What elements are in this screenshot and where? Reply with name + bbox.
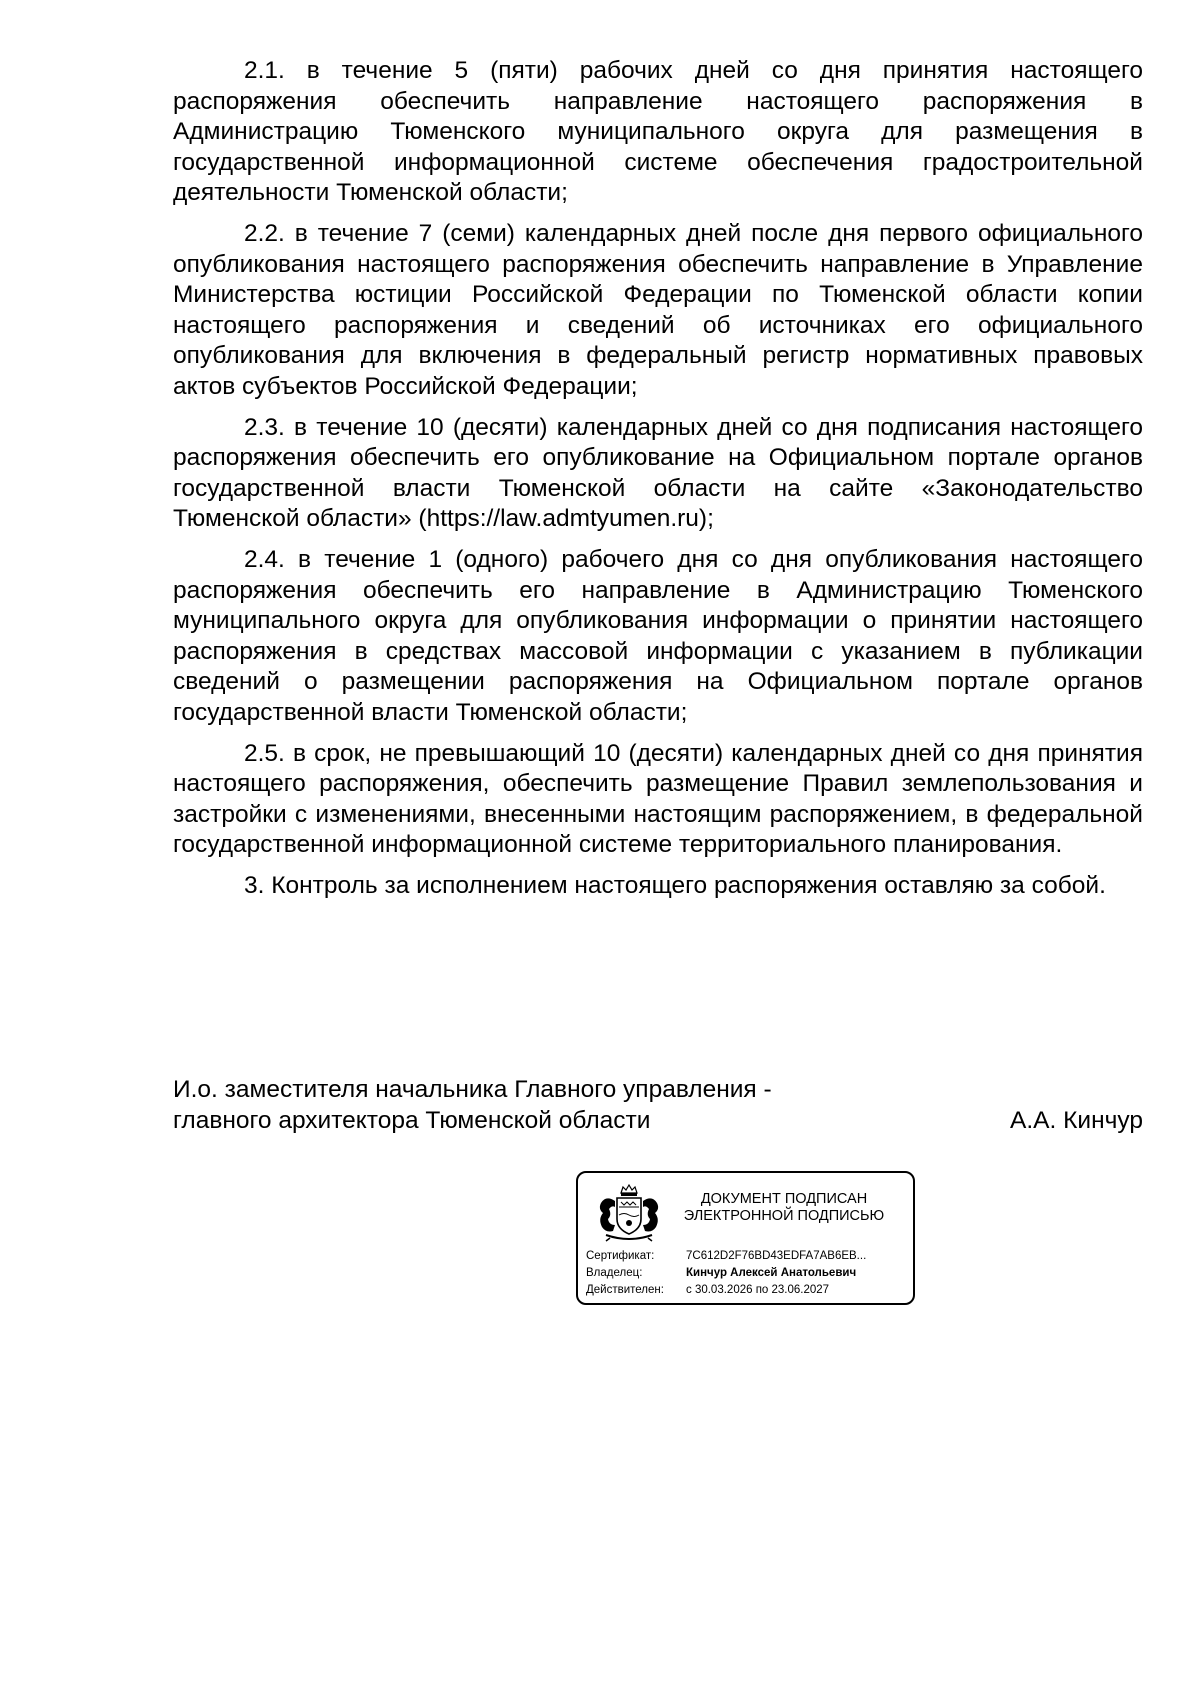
signatory-position-line2: главного архитектора Тюменской области [173, 1107, 651, 1134]
validity-label: Действителен: [586, 1284, 664, 1296]
certificate-value: 7C612D2F76BD43EDFA7AB6EB... [686, 1250, 867, 1262]
tyumen-coat-of-arms-icon [588, 1181, 670, 1245]
paragraph-2-1: 2.1. в течение 5 (пяти) рабочих дней со дня принятия настоящего распоряжения обеспечить направление настоящего распоряжения в Администрацию Тюменского муниципального округа для размещения в государственной информационной системе обеспечения градостроительной деятельности Тюменской области; [173, 57, 1143, 206]
document-body [173, 56, 1143, 912]
paragraph-2-2: 2.2. в течение 7 (семи) календарных дней после дня первого официального опубликования настоящего распоряжения обеспечить направление в Управление Министерства юстиции Российской Федерации по Тюменской области копии настоящего распоряжения и сведений об источниках его официального опубликования для включения в федеральный регистр нормативных правовых актов субъектов Российской Федерации; [173, 220, 1143, 400]
validity-value: с 30.03.2026 по 23.06.2027 [686, 1284, 830, 1296]
electronic-signature-stamp [576, 1171, 915, 1305]
stamp-heading [664, 1191, 904, 1225]
stamp-heading-line2: ЭЛЕКТРОННОЙ ПОДПИСЬЮ [683, 1208, 885, 1224]
owner-value: Кинчур Алексей Анатольевич [686, 1267, 857, 1279]
signatory-name: А.А. Кинчур [1010, 1107, 1143, 1134]
stamp-heading-line1: ДОКУМЕНТ ПОДПИСАН [700, 1191, 868, 1207]
paragraph-2-5: 2.5. в срок, не превышающий 10 (десяти) календарных дней со дня принятия настоящего распоряжения, обеспечить размещение Правил землепользования и застройки с изменениями, внесенными настоящим распоряжением, в федеральной государственной информационной системе территориального планирования. [173, 739, 1143, 858]
signature-block [173, 1074, 1143, 1136]
paragraph-2-4: 2.4. в течение 1 (одного) рабочего дня со дня опубликования настоящего распоряжения обеспечить его направление в Администрацию Тюменского муниципального округа для опубликования информации о принятии настоящего распоряжения в средствах массовой информации с указанием в публикации сведений о размещении распоряжения на Официальном портале органов государственной власти Тюменской области; [173, 546, 1143, 726]
paragraph-3: 3. Контроль за исполнением настоящего распоряжения оставляю за собой. [244, 872, 1106, 899]
signatory-position-line1: И.о. заместителя начальника Главного управления - [173, 1076, 772, 1103]
owner-label: Владелец: [586, 1267, 643, 1279]
stamp-certificate-row [586, 1249, 866, 1263]
certificate-label: Сертификат: [586, 1250, 655, 1262]
paragraph-2-3: 2.3. в течение 10 (десяти) календарных дней со дня подписания настоящего распоряжения обеспечить его опубликование на Официальном портале органов государственной власти Тюменской области на сайте «Законодательство Тюменской области» (https://law.admtyumen.ru); [173, 413, 1143, 532]
stamp-owner-row [586, 1266, 856, 1280]
stamp-validity-row [586, 1283, 829, 1297]
